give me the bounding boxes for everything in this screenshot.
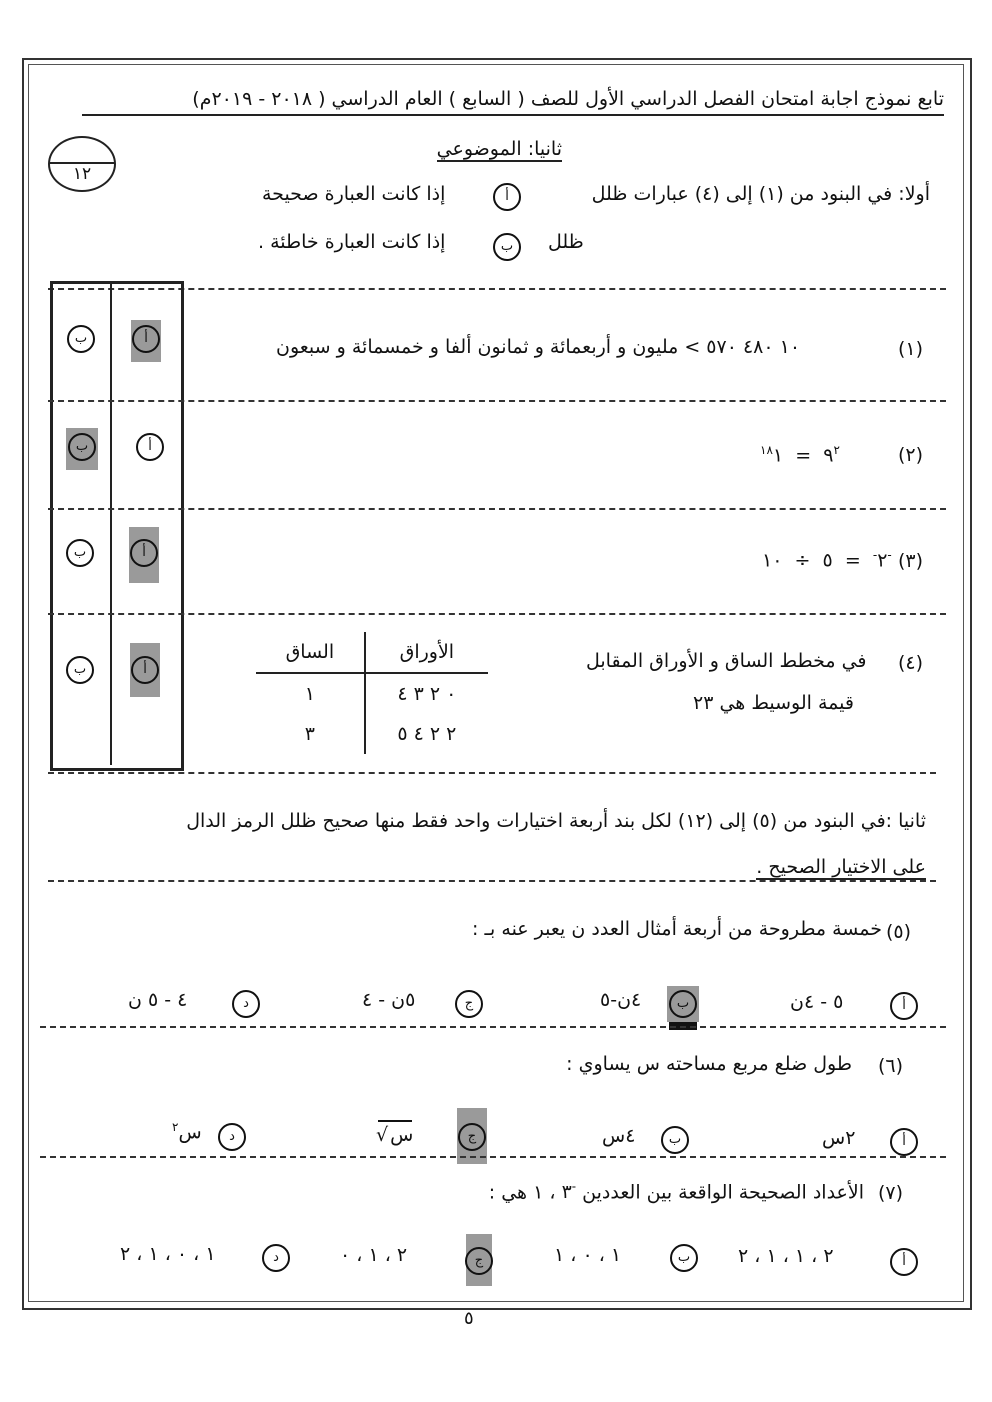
mcq-7-option-b[interactable]: ب: [670, 1244, 698, 1272]
mcq-6-question: طول ضلع مربع مساحته س يساوي :: [566, 1053, 852, 1075]
expr-equals: =: [844, 549, 861, 572]
tf-instructions-false: إذا كانت العبارة خاطئة .: [258, 231, 446, 253]
header-title: تابع نموذج اجابة امتحان الفصل الدراسي الأول للصف ( السابع ) العام الدراسي ( ٢٠١٨ - ٢٠١٩م): [82, 88, 944, 116]
tf-item-1-number: (١): [898, 338, 924, 360]
tf-item-2-option-b[interactable]: ب: [68, 433, 96, 461]
mcq-7-number: (٧): [878, 1182, 904, 1204]
sqrt-bar: [378, 1120, 412, 1122]
q7-neg-three: -٣: [561, 1180, 577, 1204]
tf-item-4-option-a[interactable]: أ: [131, 656, 159, 684]
divider: [40, 1026, 946, 1028]
mcq-5-number: (٥): [886, 921, 912, 943]
mcq-6-option-c[interactable]: ج: [458, 1123, 486, 1151]
tf-item-3-number: (٣): [898, 550, 924, 572]
tf-item-4-option-b[interactable]: ب: [66, 656, 94, 684]
stem-leaf-table: [256, 632, 488, 754]
divider: [48, 613, 946, 615]
score-circle: [48, 136, 116, 192]
tf-item-1-text: ١٠ ٤٨٠ ٥٧٠ > مليون و أربعمائة و ثمانون ألفا و خمسمائة و سبعون: [276, 336, 801, 358]
mcq-5-option-b-text: ٤ن-٥: [600, 989, 642, 1011]
mcq-7-option-c[interactable]: ج: [465, 1247, 493, 1275]
tf-item-3-option-a[interactable]: أ: [130, 539, 158, 567]
option-exponent: ٢: [172, 1120, 179, 1134]
tf-answer-box: [50, 281, 184, 771]
stem-cell: ١: [304, 683, 315, 705]
tf-answer-column-divider: [110, 284, 112, 765]
stem-header: الساق: [256, 632, 365, 673]
mcq-5-option-c-text: ٥ن - ٤: [362, 989, 416, 1011]
expr-operator: ÷: [794, 549, 811, 572]
section-heading: ثانيا: الموضوعي: [436, 138, 562, 160]
mcq-6-option-d[interactable]: د: [218, 1123, 246, 1151]
mcq-6-option-b-text: ٤س: [602, 1125, 636, 1147]
tf-item-4-line2: قيمة الوسيط هي ٢٣: [693, 692, 854, 714]
q7-part3: ، ١ هي :: [488, 1181, 556, 1204]
divider: [48, 508, 946, 510]
expr-exponent: -: [872, 548, 878, 562]
sqrt-radicand: س: [390, 1124, 414, 1146]
mcq-5-option-a-text: ٥ - ٤ن: [790, 991, 844, 1013]
expr-base: ١: [772, 444, 784, 467]
tf-item-3-option-b[interactable]: ب: [66, 539, 94, 567]
expr-exponent: ٢: [833, 443, 840, 457]
tf-item-4-line1: في مخطط الساق و الأوراق المقابل: [586, 650, 867, 672]
mcq-instructions-line2: على الاختيار الصحيح .: [756, 856, 926, 878]
expr-base: ٩: [823, 444, 834, 467]
mcq-6-option-a[interactable]: أ: [890, 1128, 918, 1156]
tf-instructions-true: إذا كانت العبارة صحيحة: [262, 183, 446, 205]
tf-item-2-expression: [760, 443, 840, 466]
divider: [48, 772, 936, 774]
divider: [40, 1156, 946, 1158]
mcq-instructions-line1: ثانيا :في البنود من (٥) إلى (١٢) لكل بند أربعة اختيارات واحد فقط منها صحيح ظلل الرمز الدال: [186, 810, 926, 832]
expr-base: ١٠: [762, 549, 783, 572]
tf-item-1-option-a[interactable]: أ: [132, 325, 160, 353]
tf-item-1-option-b[interactable]: ب: [67, 325, 95, 353]
score-value: ١٢: [72, 164, 92, 184]
mcq-5-option-a[interactable]: أ: [890, 992, 918, 1020]
mcq-5-option-b[interactable]: ب: [669, 990, 697, 1018]
mcq-6-number: (٦): [878, 1055, 904, 1077]
leaves-cell: ٢ ٢ ٤ ٥: [365, 714, 488, 754]
stem-cell: ٣: [304, 723, 315, 745]
mcq-5-question: خمسة مطروحة من أربعة أمثال العدد ن يعبر عنه بـ :: [472, 918, 882, 940]
mcq-7-question: [489, 1180, 864, 1203]
mcq-6-option-a-text: ٢س: [822, 1127, 856, 1149]
tf-instructions-line1: أولا: في البنود من (١) إلى (٤) عبارات ظلل: [591, 183, 930, 205]
symbol-a-bubble: أ: [493, 183, 521, 211]
divider: [48, 880, 936, 882]
divider: [48, 400, 946, 402]
mcq-5-option-d[interactable]: د: [232, 990, 260, 1018]
tf-item-3-expression: [762, 548, 892, 571]
mcq-6-option-b[interactable]: ب: [661, 1126, 689, 1154]
expr-equals: =: [795, 444, 812, 467]
option-text: س: [178, 1121, 202, 1144]
tf-item-4-number: (٤): [898, 652, 924, 674]
mcq-7-option-a[interactable]: أ: [890, 1248, 918, 1276]
sqrt-symbol: √: [376, 1124, 389, 1146]
mcq-7-option-d[interactable]: د: [262, 1244, 290, 1272]
tf-item-2-option-a[interactable]: أ: [136, 433, 164, 461]
mcq-6-option-d-text: [172, 1120, 202, 1143]
expr-exponent: -: [887, 548, 892, 562]
mcq-7-option-a-text: ٢ ، ١ ، ١ ، ٢: [738, 1245, 834, 1267]
symbol-b-bubble: ب: [493, 233, 521, 261]
mcq-7-option-c-text: ٢ ، ١ ، ٠: [340, 1244, 408, 1266]
leaves-header: الأوراق: [365, 632, 488, 673]
mcq-7-option-b-text: ١ ، ٠ ، ١: [554, 1244, 622, 1266]
tf-item-2-number: (٢): [898, 444, 924, 466]
expr-number: ٥: [822, 549, 833, 572]
mcq-6-option-c-text: [378, 1124, 413, 1146]
expr-exponent: ١٨: [760, 443, 773, 457]
tf-instructions-line2-start: ظلل: [548, 231, 584, 253]
mcq-5-option-c[interactable]: ج: [455, 990, 483, 1018]
leaves-cell: ٠ ٢ ٣ ٤: [365, 673, 488, 714]
page-number: ٥: [464, 1308, 474, 1329]
q7-part1: الأعداد الصحيحة الواقعة بين العددين: [582, 1181, 864, 1204]
expr-base: ٢: [877, 549, 888, 572]
mcq-5-option-d-text: ٤ - ٥ ن: [128, 989, 188, 1011]
mcq-7-option-d-text: ١ ، ٠ ، ١ ، ٢: [120, 1243, 216, 1265]
